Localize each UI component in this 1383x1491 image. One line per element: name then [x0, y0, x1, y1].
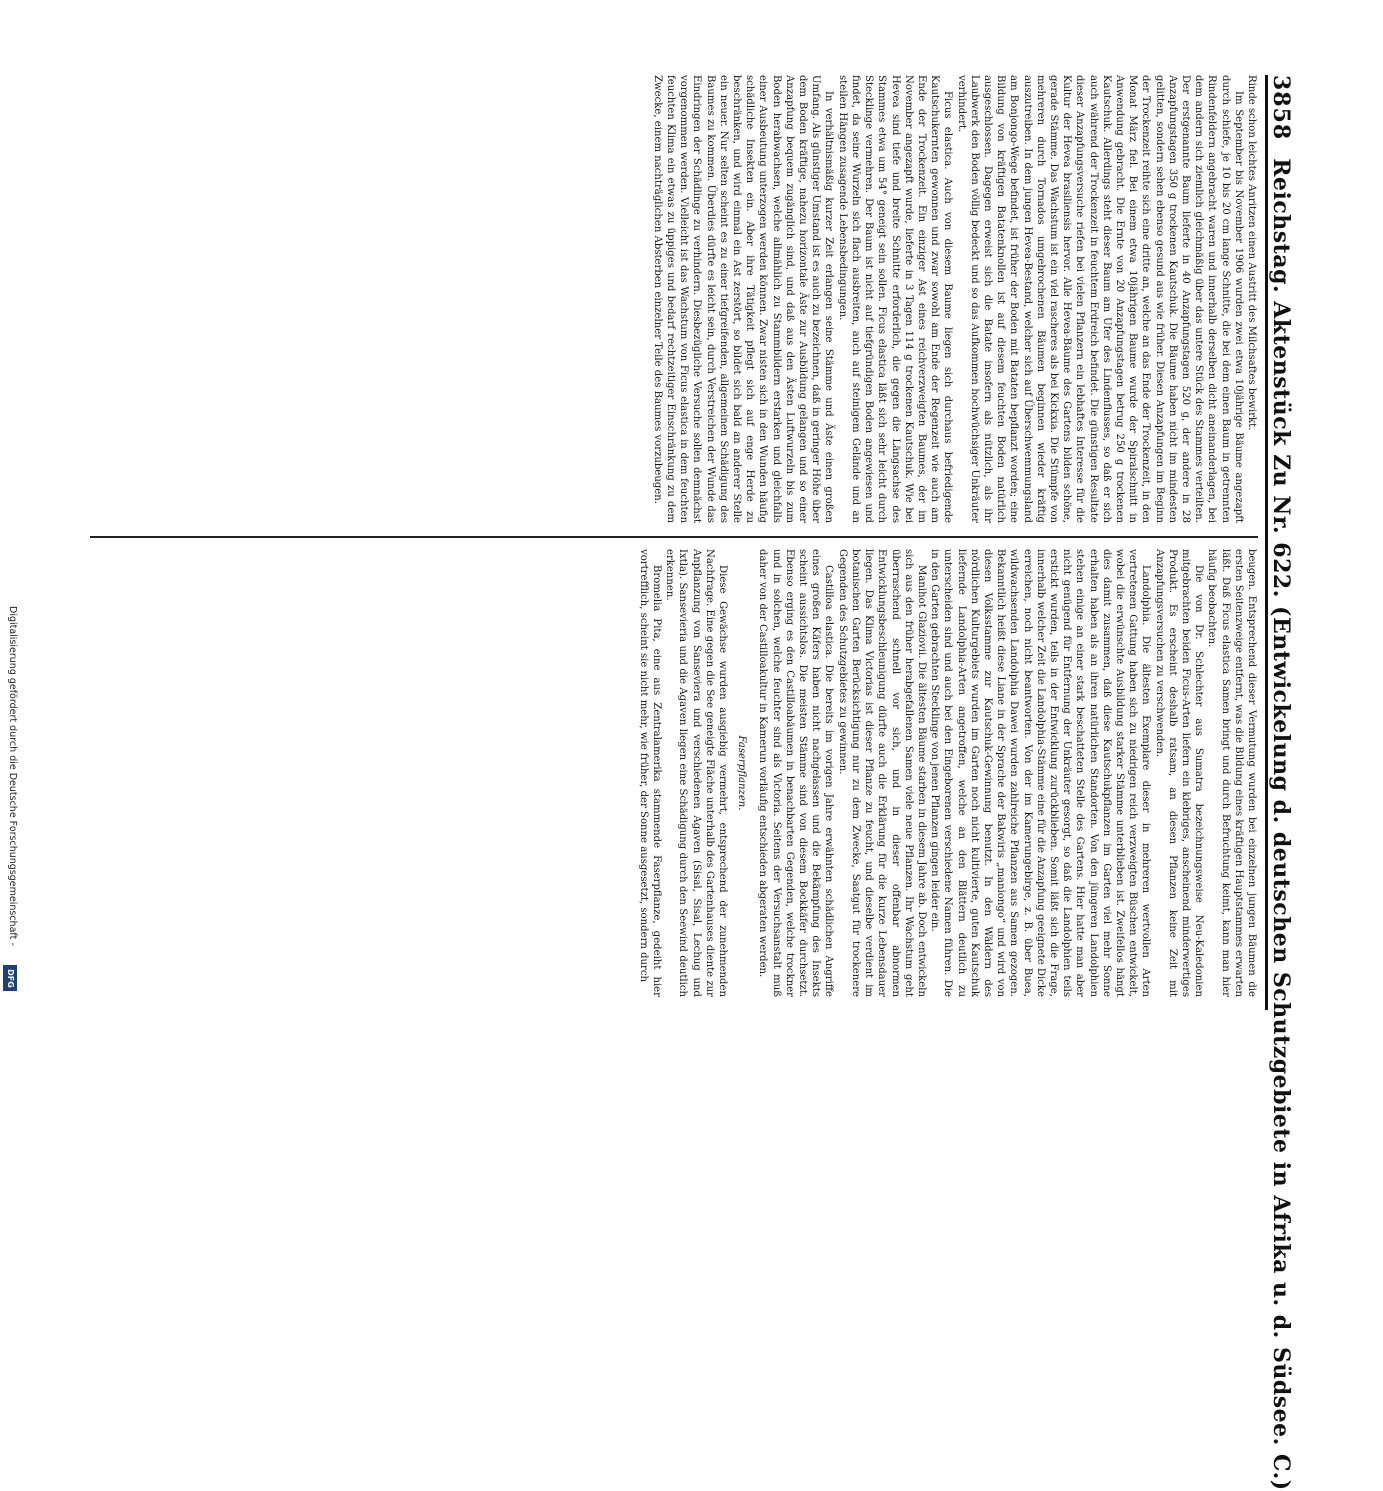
page-header — [1265, 75, 1310, 1491]
paragraph: Castilloa elastica. Die bereits im vorigen Jahre erwähnten schädlichen Angriffe eines großen Käfers haben nicht nachgelassen und die Bekämpfung des Insekts scheint aussichtslos. Die meisten Stämme sind von diesem Bockkäfer durchsetzt. Ebenso erging es den Castilloabäumen in benachbarten Gegenden, welche trockner und in solchen, welche feuchter sind als Victoria. Seitens der Versuchsanstalt muß daher von der Castilloakultur in Kamerun vorläufig entschieden abgeraten werden. — [757, 549, 835, 997]
footer-credit — [2, 606, 23, 996]
paragraph: Diese Gewächse wurden ausgiebig vermehrt, entsprechend der zunehmenden Nachfrage. Eine gegen die See geneigte Fläche unterhalb des Gartenhauses diente zur Anpflanzung von Sanseviera und verschiedenen Agaven (Sisal, Sisal, Lechug und Ixtla). Sansevieria und die Agaven liegen eine Schädigung durch den Seewind deutlich erkennen. — [664, 549, 729, 997]
paragraph: Manihot Glaziovii. Die ältesten Bäume starben in diesem Jahre ab. Doch entwickeln sich aus den früher herabgefallenen Samen viele neue Pflanzen. Ihr Wachstum geht überraschend schnell vor sich, und in dieser offenbar abnormen Entwicklungsbeschleunigung dürfte auch die Erklärung für die kurze Lebensdauer liegen. Das Klima Victorias ist dieser Pflanze zu feucht, und dieselbe verdient im botanischen Garten Berücksichtigung nur zu dem Zwecke, Saatgut für trockenere Gegenden des Schutzgebietes zu gewinnen. — [836, 549, 927, 997]
paragraph: Im September bis November 1906 wurden zwei etwa 10jährige Bäume angezapft durch schiefe, je 10 bis 20 cm lange Schnitte, die bei dem einen Baum in getrennten Rindenfeldern angebracht waren und innerhalb derselben dicht aneinanderlagen, bei dem andern sich ziemlich gleichmäßig über das untere Stück des Stammes verteilten. Der erstgenannte Baum lieferte in 40 Anzapfungstagen 520 g, der andere in 28 Anzapfungstagen 350 g trockenen Kautschuk. Die Bäume haben nicht im mindesten gelitten, sondern sehen ebenso gesund aus wie früher. Diesen Anzapfungen im Beginn der Trockenzeit reihte sich eine dritte an, welche an das Ende der Trockenzeit, in den Monat März fiel. Bei einem etwa 10jährigen Baume wurde der Spiralschnitt in Anwendung gebracht. Die Ernte von 20 Anzapfungstagen betrug 250 g trockenen Kautschuk. Allerdings steht dieser Baum am Ufer des Lindenflusses, so daß er sich auch während der Trockenzeit in feuchtem Erdreich befindet. Die günstigen Resultate dieser Anzapfungsversuche riefen bei vielen Pflanzern ein lebhaftes Interesse für die Kultur der Hevea brasiliensis hervor. Alle Hevea-Bäume des Gartens bilden schöne, gerade Stämme. Das Wachstum ist ein viel rascheres als bei Kickxia. Die Stümpfe von mehreren durch Tornados umgebrochenen Bäumen beginnen wieder kräftig auszutreiben. In dem jungen Hevea-Bestand, welcher sich auf Überschwemmungsland am Bonjongo-Wege befindet, ist früher der Boden mit Bataten bepflanzt worden; eine Bildung von kräftigen Batatenknollen ist auf diesem feuchten Boden natürlich ausgeschlossen. Dagegen erweist sich die Batate insofern als nützlich, als ihr Laubwerk den Boden völlig bedeckt und so das Aufkommen hochwüchsiger Unkräuter verhindert. — [955, 75, 1244, 523]
credit-text: Digitalisierung gefördert durch die Deutsche Forschungsgemeinschaft - — [7, 606, 18, 946]
rotated-page — [85, 75, 1310, 1491]
right-column — [90, 549, 1258, 997]
section-heading: Faserpflanzen. — [736, 735, 748, 811]
dfg-logo-text: DFG — [5, 968, 15, 988]
paragraph: In verhältnismäßig kurzer Zeit erlangen seine Stämme und Äste einen großen Umfang. Als günstiger Umstand ist es auch zu bezeichnen, daß in geringer Höhe über dem Boden kräftige, nahezu horizontale Äste zur Ausbildung gelangen und so einer Anzapfung bequem zugänglich sind, und daß aus den Ästen Luftwurzeln bis zum Boden herabwachsen, welche allmählich zu Stammbildern erstarken und gleichfalls einer Ausbeutung unterzogen werden können. Zwar nisten sich in den Wunden häufig schädliche Insekten ein. Aber ihre Tätigkeit pflegt sich auf enge Herde zu beschränken, und wird einmal ein Ast zerstört, so bildet sich bald an anderer Stelle ein neuer. Nur selten scheint es zu einer tiefgreifenden, allgemeinen Schädigung des Baumes zu kommen. Überdies dürfte es leicht sein, durch Verstreichen der Wunde das Eindringen der Schädlinge zu verhindern. Diesbezügliche Versuche sollen demnächst vorgenommen werden. Vielleicht ist das Wachstum von Ficus elastica in dem feuchten feuchten Klima ein etwas zu üppiges und bedarf rechtzeitiger Einschränkung zu dem Zwecke, einem nachträglichen Absterben einzelner Teile des Baumes vorzubeugen. — [651, 75, 835, 523]
paragraph: beugen. Entsprechend dieser Vermutung wurden bei einzelnen jungen Bäumen die ersten Seitenzweige entfernt, was die Bildung eines kräftigen Hauptstammes erwarten läßt. Daß Ficus elastica Samen bringt und durch Befruchtung keimt, kann man hier häufig beobachten. — [1206, 549, 1257, 997]
paragraph: Bromelia Pita, eine aus Zentralamerika stammende Faserpflanze, gedeiht hier vortrefflich, scheint sie nicht mehr, wie früher, der Sonne ausgesetzt, sondern durch — [637, 549, 663, 997]
left-column — [90, 75, 1258, 523]
page-number: 3858 — [1268, 75, 1294, 141]
paragraph: Landolphia. Die ältesten Exemplare dieser in mehreren wertvollen Arten vertretenen Gattung haben sich zu niedrigen reich verzweigten Büschen entwickelt, wobei die erwünschte Ausbildung starker Stämme unterblieben ist. Zweifellos hängt dies damit zusammen, daß diese Kautschukpflanzen im Garten viel mehr Sonne erhalten haben als an ihren natürlichen Standorten. Von den jüngeren Landolphien stehen einige an einer stark beschatteten Stelle des Gartens. Hier hatte man aber nicht genügend für Entfernung der Unkräuter gesorgt, so daß die Landolphien teils erstickt wurden, teils in der Entwicklung zurückblieben. Somit läßt sich die Frage, innerhalb welcher Zeit die Landolphia-Stämme eine für die Anzapfung geeignete Dicke erreichen, noch nicht beantworten. Von der im Kamerungebirge, z. B. über Buea, wildwachsenden Landolphia Dawei wurden zahlreiche Pflanzen aus Samen gezogen. Bekanntlich heißt diese Liane in der Sprache der Bakwiris „maniongo“ und wird von diesen Volksstamme zur Kautschuk-Gewinnung benutzt. In den Wäldern des nördlichen Kulturgebiets wurden im Garten noch nicht kultivierte, guten Kautschuk liefernde Landolphia-Arten angetroffen, welche an den Blättern deutlich zu unterscheiden sind und auch bei den Eingeborenen verschiedene Namen führen. Die in den Garten gebrachten Stecklinge von jenen Pflanzen gingen leider ein. — [929, 549, 1152, 997]
column-divider — [90, 536, 1258, 538]
paragraph: Die von Dr. Schlechter aus Sumatra bezeichnungsweise Neu-Kaledonien mitgebrachten beiden Ficus-Arten liefern ein klebriges, anscheinend minderwertiges Produkt. Es erscheint deshalb ratsam, an diesen Pflanzen keine Zeit mit Anzapfungsversuchen zu verschwenden. — [1153, 549, 1205, 997]
paragraph: Rinde schon leichtes Anritzen einen Austritt des Milchsaftes bewirkt. — [1246, 75, 1257, 431]
dfg-logo — [3, 965, 17, 991]
paragraph: Ficus elastica. Auch von diesem Baume liegen sich durchaus befriedigende Kautschukernten gewonnen und zwar sowohl am Ende der Regenzeit wie auch am Ende der Trockenzeit. Ein einziger Ast eines reichverzweigten Baumes, der im November angezapft wurde, lieferte in 3 Tagen 114 g trockenen Kautschuk. Wie bei Hevea sind tiefe und breite Schnitte erforderlich, die gegen die Längsachse des Stammes etwa um 54° geneigt sein sollen. Ficus elastica läßt sich sehr leicht durch Stecklinge vermehren. Der Baum ist nicht auf tiefgründigen Boden angewiesen und findet, da seine Wurzeln sich flach ausbreiten, auch auf steinigem Gelände und an steilen Hängen zusagende Lebensbedingungen. — [836, 75, 954, 523]
running-title: Reichstag. Aktenstück Zu Nr. 622. (Entwickelung d. deutschen Schutzgebiete in Afrika u. d. Südsee. C.) — [1268, 158, 1294, 1491]
